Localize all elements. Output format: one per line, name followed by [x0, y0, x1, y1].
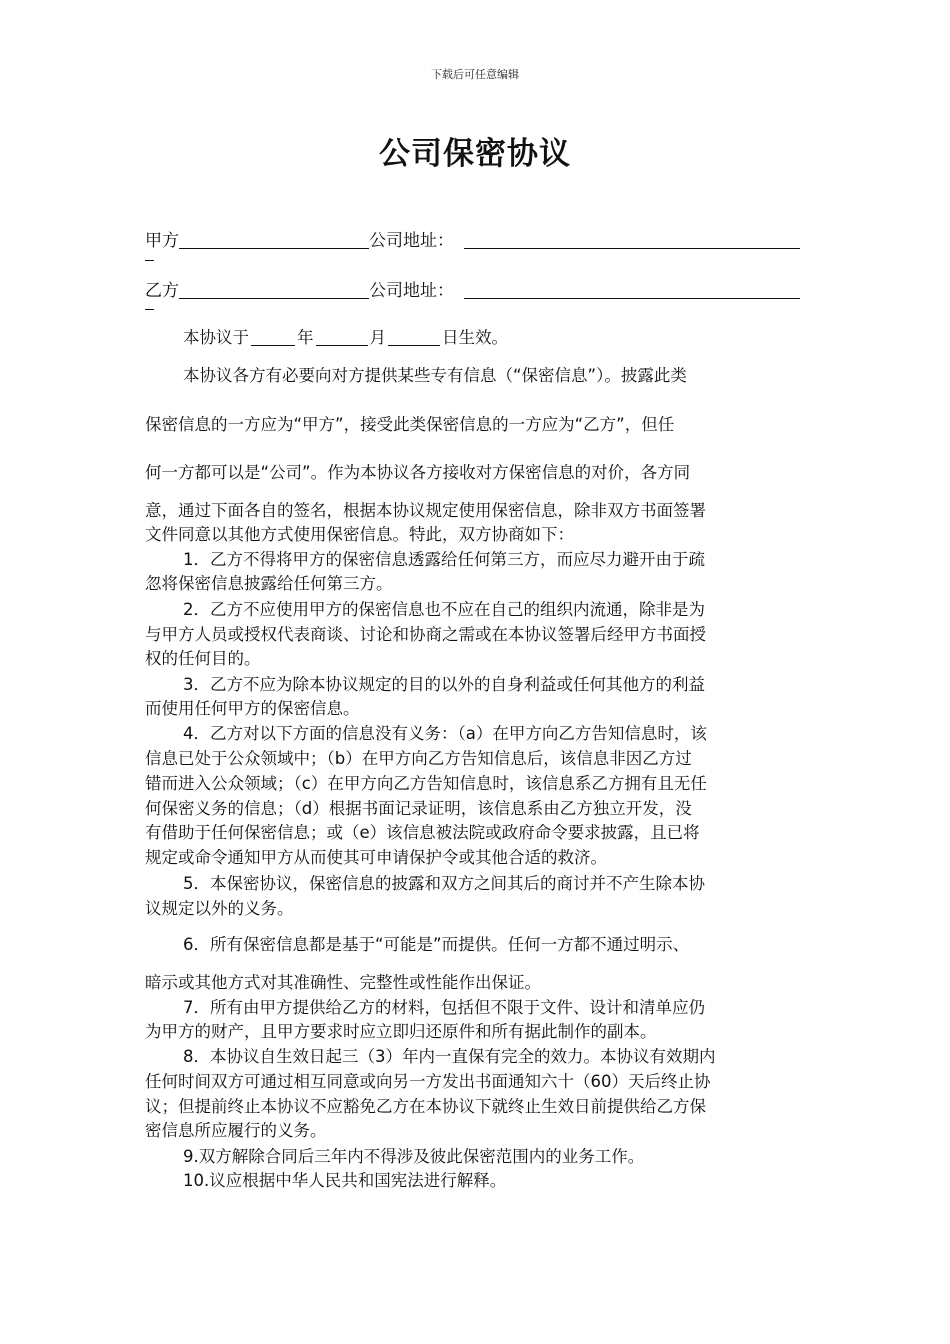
party-a-name-blank[interactable]	[179, 229, 369, 249]
clause-2-line: 2．乙方不应使用甲方的保密信息也不应在自己的组织内流通，除非是为	[183, 600, 705, 619]
clause-10-line: 10.议应根据中华人民共和国宪法进行解释。	[183, 1171, 507, 1190]
party-a-row	[145, 226, 800, 251]
party-a-overflow-blank	[145, 260, 154, 261]
clause-4-line: 信息已处于公众领域中；（b）在甲方向乙方告知信息后，该信息非因乙方过	[145, 749, 692, 768]
clause-7-line: 为甲方的财产，且甲方要求时应立即归还原件和所有据此制作的副本。	[145, 1022, 657, 1041]
party-a-label: 甲方	[145, 231, 179, 251]
clause-4-line: 有借助于任何保密信息；或（e）该信息被法院或政府命令要求披露，且已将	[145, 823, 700, 842]
body-line: 保密信息的一方应为“甲方”，接受此类保密信息的一方应为“乙方”，但任	[145, 415, 675, 434]
party-a-address-blank[interactable]	[464, 229, 800, 249]
body-line: 本协议各方有必要向对方提供某些专有信息（“保密信息”）。披露此类	[183, 366, 687, 385]
clause-6-line: 暗示或其他方式对其准确性、完整性或性能作出保证。	[145, 973, 541, 992]
month-label: 月	[369, 328, 386, 347]
clause-4-line: 4．乙方对以下方面的信息没有义务：（a）在甲方向乙方告知信息时，该	[183, 724, 707, 743]
party-b-address-label: 公司地址：	[369, 281, 454, 301]
body-line: 意，通过下面各自的签名，根据本协议规定使用保密信息，除非双方书面签署	[145, 501, 706, 520]
document-title: 公司保密协议	[379, 136, 571, 172]
month-blank[interactable]	[316, 326, 368, 346]
year-blank[interactable]	[251, 326, 295, 346]
year-label: 年	[297, 328, 314, 347]
clause-8-line: 8．本协议自生效日起三（3）年内一直保有完全的效力。本协议有效期内	[183, 1047, 716, 1066]
party-b-row	[145, 276, 800, 301]
clause-1-line: 1．乙方不得将甲方的保密信息透露给任何第三方，而应尽力避开由于疏	[183, 550, 705, 569]
clause-5-line: 议规定以外的义务。	[145, 899, 294, 918]
effective-prefix: 本协议于	[183, 328, 249, 347]
party-a-address-label: 公司地址：	[369, 231, 454, 251]
clause-1-line: 忽将保密信息披露给任何第三方。	[145, 574, 393, 593]
clause-8-line: 密信息所应履行的义务。	[145, 1121, 327, 1140]
clause-4-line: 何保密义务的信息；（d）根据书面记录证明，该信息系由乙方独立开发，没	[145, 799, 692, 818]
clause-2-line: 权的任何目的。	[145, 649, 261, 668]
party-b-overflow-blank	[145, 309, 154, 310]
clause-4-line: 规定或命令通知甲方从而使其可申请保护令或其他合适的救济。	[145, 848, 607, 867]
body-line: 文件同意以其他方式使用保密信息。特此，双方协商如下：	[145, 525, 574, 544]
clause-3-line: 3．乙方不应为除本协议规定的目的以外的自身利益或任何其他方的利益	[183, 675, 705, 694]
clause-8-line: 议；但提前终止本协议不应豁免乙方在本协议下就终止生效日前提供给乙方保	[145, 1097, 706, 1116]
clause-2-line: 与甲方人员或授权代表商谈、讨论和协商之需或在本协议签署后经甲方书面授	[145, 625, 706, 644]
clause-8-line: 任何时间双方可通过相互同意或向另一方发出书面通知六十（60）天后终止协	[145, 1072, 711, 1091]
party-b-label: 乙方	[145, 281, 179, 301]
party-b-name-blank[interactable]	[179, 279, 369, 299]
clause-5-line: 5．本保密协议，保密信息的披露和双方之间其后的商讨并不产生除本协	[183, 874, 705, 893]
header-note: 下载后可任意编辑	[431, 68, 519, 81]
day-blank[interactable]	[388, 326, 440, 346]
clause-4-line: 错而进入公众领域；（c）在甲方向乙方告知信息时，该信息系乙方拥有且无任	[145, 774, 707, 793]
clause-7-line: 7．所有由甲方提供给乙方的材料，包括但不限于文件、设计和清单应仍	[183, 998, 705, 1017]
effective-date-line	[183, 326, 508, 350]
body-line: 何一方都可以是“公司”。作为本协议各方接收对方保密信息的对价，各方同	[145, 463, 691, 482]
clause-3-line: 而使用任何甲方的保密信息。	[145, 699, 360, 718]
day-label: 日生效。	[442, 328, 508, 347]
clause-6-line: 6．所有保密信息都是基于“可能是”而提供。任何一方都不通过明示、	[183, 935, 690, 954]
clause-9-line: 9.双方解除合同后三年内不得涉及彼此保密范围内的业务工作。	[183, 1147, 645, 1166]
party-b-address-blank[interactable]	[464, 279, 800, 299]
